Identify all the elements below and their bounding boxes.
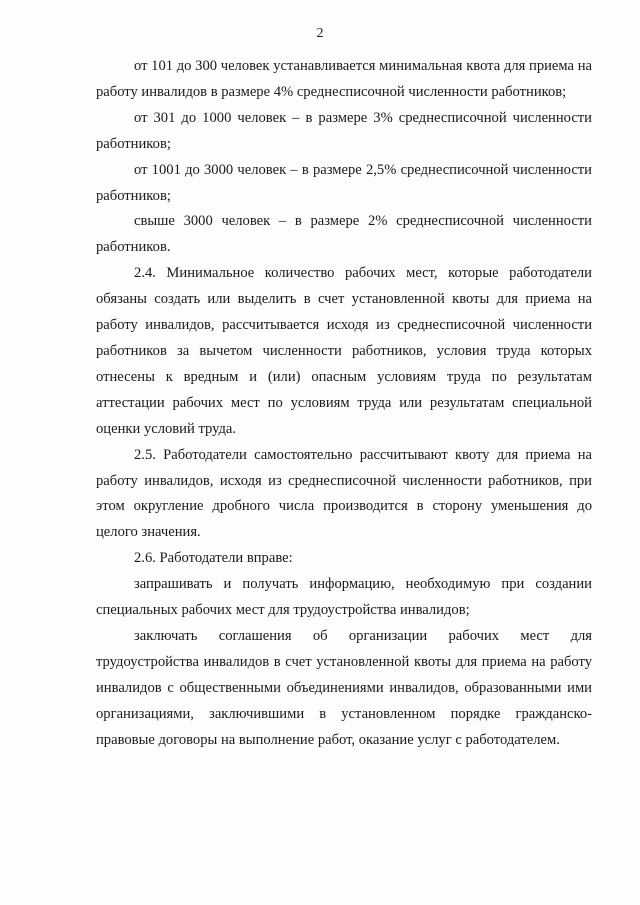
clause-2-6-item-request-info: запрашивать и получать информацию, необходимую при создании специальных рабочих мест для трудоустройства инвалидов;	[96, 576, 592, 619]
clause-2-4: 2.4. Минимальное количество рабочих мест, которые работодатели обязаны создать или выделить в счет установленной квоты для приема на работу инвалидов, рассчитывается исходя из среднесписочной численности работников за вычетом численности работников, условия труда которых отнесены к вредным и (или) опасным условиям труда по результатам аттестации рабочих мест по условиям труда или результатам специальной оценки условий труда.	[96, 265, 592, 437]
clause-2-6: 2.6. Работодатели вправе:	[134, 550, 293, 567]
quota-paragraph-over-3000: свыше 3000 человек – в размере 2% среднесписочной численности работников.	[96, 213, 592, 256]
quota-paragraph-101-300: от 101 до 300 человек устанавливается минимальная квота для приема на работу инвалидов в размере 4% среднесписочной численности работников;	[96, 58, 592, 100]
clause-2-6-item-agreements: заключать соглашения об организации рабочих мест для трудоустройства инвалидов в счет установленной квоты для приема на работу инвалидов с общественными объединениями инвалидов, образованными ими организациями, заключившими в установленном порядке гражданско-правовые договоры на выполнение работ, оказание услуг с работодателем.	[96, 627, 592, 748]
quota-paragraph-301-1000: от 301 до 1000 человек – в размере 3% среднесписочной численности работников;	[96, 109, 592, 152]
clause-2-5: 2.5. Работодатели самостоятельно рассчитывают квоту для приема на работу инвалидов, исходя из среднесписочной численности работников, при этом округление дробного числа производится в сторону уменьшения до целого значения.	[96, 446, 592, 541]
quota-paragraph-1001-3000: от 1001 до 3000 человек – в размере 2,5% среднесписочной численности работников;	[96, 161, 592, 204]
page-number: 2	[316, 26, 324, 41]
document-body	[96, 54, 592, 753]
